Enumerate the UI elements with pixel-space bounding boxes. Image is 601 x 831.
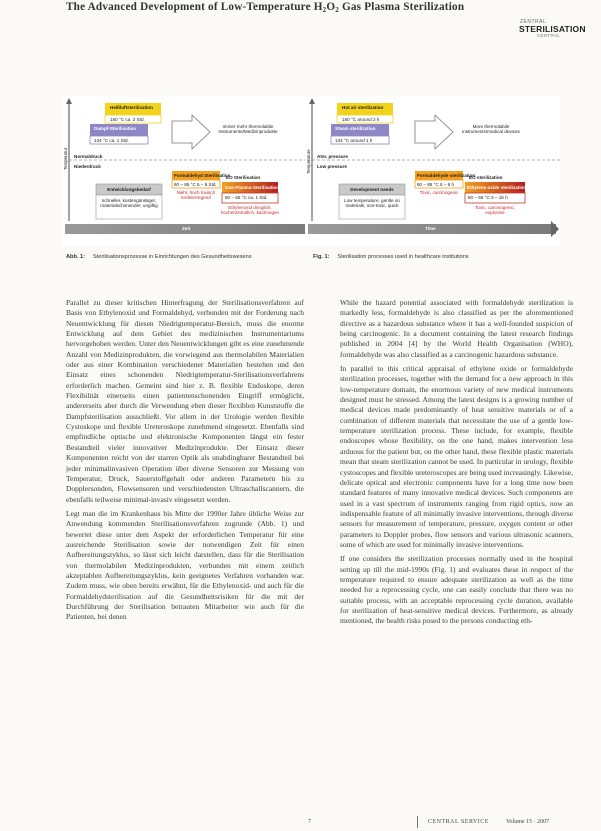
box-eo-label: EO Sterilisation (226, 175, 261, 180)
box-formaldehyde-values: 60 – 85 °C 5 – 6 h (417, 182, 455, 187)
box-hot-air-label: Hot air sterilization (342, 105, 384, 110)
y-axis-label: Temperature (306, 149, 311, 174)
box-formaldehyde-values: 60 – 85 °C 5 – 6 Std. (174, 182, 217, 187)
left-column-german (66, 298, 304, 627)
box-plasma-values: 50 – 55 °C ca. 1 Std. (225, 195, 268, 200)
title-part: O (326, 1, 336, 13)
title-subscript: 2 (322, 6, 327, 14)
box-development-text: schneller, kostengünstiger, materialschonender, ungiftig (100, 198, 158, 209)
paragraph: In parallel to this critical appraisal of ethylene oxide or formaldehyde sterilization processes, together with the demand for a new approach in this low-temperature domain, the enormous variety of new medical instruments designed must be stressed. Among the latest designs is a growing number of medical devices made predominantly of heat sensitive materials or of a combination of different materials that necessitate the use of a gentle low-temperature sterilization process. These include, for example, flexible endoscopes whose flexibility, on the one hand, makes intervention less arduous for the patient but, on the other hand, these flexible plastic materials mean that steam sterilization cannot be used. In particular in urology, flexible cystoscopes and flexible ureteroscopes are being used increasingly. Likewise, delicate optical and electronic components have for a long time now been standard features of many innovative medical devices. Such components are used in a vast spectrum of instruments ranging from rigid optics, now an indispensable feature of all minimally invasive interventions, through diverse sensors for measurement of temperature, pressure, oxygen content or other parameters to Doppler probes, flow sensors and various ultrasonic scanners, some of which are used for minimally invasive interventions. (340, 364, 573, 549)
paragraph: While the hazard potential associated with formaldehyde sterilization is markedly less, formaldehyde is also classified as per the aforementioned directive as a hazardous substance where it has a well-founded suspicion of being carcinogenic. In a document containing the latest research findings published in 2004 [4] by the World Health Organisation (WHO), formaldehyde was also classified as a carcinogenic hazardous substance. (340, 298, 573, 359)
box-steam-values: 134 °C around 1 h (335, 138, 373, 143)
figure-right-caption (313, 254, 469, 260)
title-part: Gas Plasma Sterilization (338, 1, 465, 13)
figure-right (305, 96, 560, 246)
x-axis-label: Zeit (182, 226, 191, 231)
caption-text: Sterilisation processes used in healthcare institutions (337, 254, 469, 260)
label-normal-pressure: Atm. pressure (317, 154, 348, 159)
footer-journal: CENTRAL SERVICE (428, 819, 489, 825)
logo-top-text: ZENTRAL (520, 19, 547, 25)
paragraph: If one considers the sterilization processes normally used in the hospital setting up till the mid-1990s (Fig. 1) and evaluates these in respect of the temperature required to ensure adequate sterilization as well as the time needed for a reprocessing cycle, one can easily conclude that there was no suitable process, with an acceptable reprocessing cycle duration, available for sterilization of heat-sensitive medical devices. Furthermore, as already mentioned, the health risks posed to the persons conducting eth- (340, 554, 573, 626)
paragraph: Legt man die im Krankenhaus bis Mitte der 1990er Jahre übliche Weise zur Anwendung kommenden Sterilisationsverfahren zugrunde (Abb. 1) und bewertet diese unter dem Aspekt der erforderlichen Temperatur für eine ausreichende Sterilisation sowie der notwendigen Zeit für einen Aufbereitungszyklus, so lässt sich leicht darstellen, dass für die Sterilisation von thermolabilen Medizinprodukten, verbunden mit einem zeitlich akzeptablen Aufbereitungszyklus, kein geeignetes Verfahren vorhanden war. Zudem muss, wie oben bereits erwähnt, für die Ethylenoxid- und auch für die Formaldehydsterilisation auf die Gesundheitsrisiken für die mit der Durchführung der Sterilisation betrauten Mitarbeiter wie auch für die Patienten, bei denen (66, 508, 304, 622)
page-header (0, 0, 601, 40)
logo-main-text: STERILISATION (519, 24, 586, 34)
journal-logo (512, 19, 592, 39)
box-hot-air-values: 180 °C ca. 2 Std. (110, 117, 145, 122)
box-formaldehyde-note: Mehr, hoch toxisch krebserregend (176, 190, 216, 201)
right-column-english (340, 298, 573, 631)
running-title (66, 1, 464, 13)
box-eo-label: EO sterilization (469, 175, 503, 180)
title-part: The Advanced Development of Low-Temperature H (66, 1, 323, 13)
figure-left-caption (66, 254, 252, 260)
y-axis-label: Temperatur (63, 147, 68, 170)
label-normal-pressure: Normaldruck (74, 154, 103, 159)
box-plasma-label: Ethylene oxide sterilization (467, 185, 527, 190)
x-axis-label: Time (425, 226, 436, 231)
box-plasma-note: Toxic, carcinogenic, explosive (474, 205, 516, 216)
caption-label: Abb. 1: (66, 254, 85, 260)
box-plasma-note: Ethylenoxid dringlich, hochentzündlich, karzinogen (220, 205, 280, 216)
box-hot-air-values: 180 °C around 2 h (342, 117, 380, 122)
box-development-text: Low temperature, gentle on materials, non-toxic, quick (344, 198, 400, 209)
box-development-label: Entwicklungsbedarf (107, 187, 151, 192)
figure-left (62, 96, 317, 246)
label-low-pressure: Niederdruck (74, 164, 101, 169)
paragraph: Parallel zu dieser kritischen Hinterfragung der Sterilisationsverfahren auf Basis von Ethylenoxid und Formaldehyd, verbunden mit der Forderung nach Neuentwicklung für diesen Niedrigtemperatur-Bereich, muss die enorme Entwicklung auf dem Gebiet des medizinischen Instrumentariums hervorgehoben werden. Unter den Neuentwicklungen gibt es eine zunehmende Anzahl von Medizinprodukten, die vorwiegend aus thermolabilen Materialien oder aus einer Kombination verschiedener Materialien bestehen und den Einsatz eines schonenden Niedrigtemperatur-Sterilisationsverfahrens erforderlich machen. Gemeint sind hier z. B. flexible Endoskope, deren Flexibilität einerseits einen patientenschonenden Eingriff ermöglicht, andererseits aber durch die Verwendung eben dieser flexiblen Kunststoffe die Dampfsterilisation ausschließt. Vor allem in der Urologie werden flexible Cystoskope und flexible Ureteroskope zunehmend eingesetzt. Ebenfalls sind empfindliche optische und elektronische Komponenten längst ein fester Bestandteil vieler innovativer Medizinprodukte. Der Einsatz dieser Komponenten reicht von der starren Optik als unabdingbarer Bestandteil bei jeder minimalinvasiven Operation über diverse Sensoren zur Messung von Temperatur, Druck, Sauerstoffgehalt oder anderen Parametern bis zu Dopplersonden, Flowsensoren und verschiedensten Ultraschallscannern, die ebenfalls teilweise minimal-invasiv eingesetzt werden. (66, 298, 304, 504)
page-number: 7 (308, 819, 311, 825)
box-plasma-values: 50 – 55 °C 3 – 16 h (468, 195, 508, 200)
title-subscript: 2 (335, 6, 339, 14)
box-formaldehyde-note: Toxic, carcinogenic (419, 190, 459, 195)
box-development-label: Development needs (350, 187, 394, 192)
figure-left-graphics (62, 96, 317, 246)
arrow-text: More thermolabile instruments/medical devices (462, 124, 520, 135)
label-low-pressure: Low pressure (317, 164, 347, 169)
box-steam-label: Dampf-Sterilisation (94, 126, 137, 131)
caption-label: Fig. 1: (313, 254, 330, 260)
box-formaldehyde-label: Formaldehyde sterilization (417, 173, 476, 178)
caption-text: Sterilisationsprozesse in Einrichtungen des Gesundheitswesens (92, 254, 252, 260)
logo-bottom-text: CENTRAL (537, 33, 561, 38)
box-hot-air-label: Heißluftsterilisation (110, 105, 153, 110)
box-steam-label: Steam sterilization (335, 126, 376, 131)
footer-divider (417, 816, 418, 828)
box-formaldehyde-label: Formaldehyd Sterilisation (174, 173, 231, 178)
box-plasma-label: Gas-Plasma-Sterilisation (225, 185, 280, 190)
arrow-text: Immer mehr thermolabile Instrumente/Medizinprodukte (218, 124, 278, 135)
box-steam-values: 134 °C ca. 1 Std. (94, 138, 129, 143)
footer-volume: Volume 15 · 2007 (506, 819, 550, 825)
